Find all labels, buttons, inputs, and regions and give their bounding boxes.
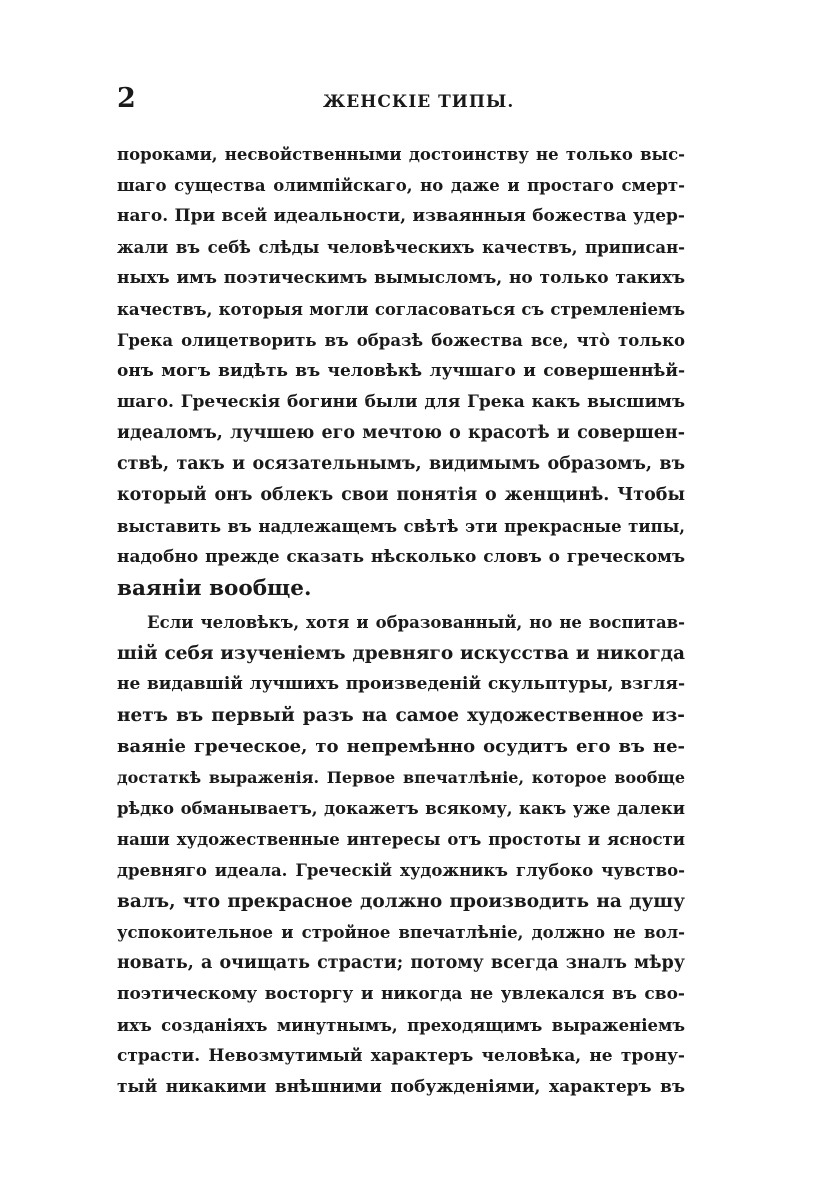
text-line: поэтическому восторгу и никогда не увлекался въ сво- [117,984,685,1004]
paragraph [117,139,685,604]
text-line: нетъ въ первый разъ на самое художественное из- [117,705,685,726]
text-line: ваяніи вообще. [117,576,312,601]
text-line: ихъ созданіяхъ минутнымъ, преходящимъ выраженіемъ [117,1016,685,1035]
page-header [117,84,685,118]
text-line: ствѣ, такъ и осязательнымъ, видимымъ образомъ, въ [117,454,685,474]
text-line: древняго идеала. Греческій художникъ глубоко чувство- [117,861,685,880]
text-line: пороками, несвойственными достоинству не только выс- [117,145,685,164]
text-line: валъ, что прекрасное должно производить на душу [117,891,685,912]
text-line: Если человѣкъ, хотя и образованный, но не воспитав- [147,613,685,632]
text-line: выставить въ надлежащемъ свѣтѣ эти прекрасные типы, [117,517,685,536]
running-title: ЖЕНСКІЕ ТИПЫ. [323,92,515,112]
text-line: Грека олицетворить въ образѣ божества все, что̀ только [117,331,685,350]
text-line: идеаломъ, лучшею его мечтою о красотѣ и совершен- [117,423,685,443]
text-line: качествъ, которыя могли согласоваться съ стремленіемъ [117,300,685,319]
text-line: шаго. Греческія богини были для Грека какъ высшимъ [117,392,685,412]
text-line: онъ могъ видѣть въ человѣкѣ лучшаго и совершеннѣй- [117,361,685,381]
text-line: надобно прежде сказать нѣсколько словъ о греческомъ [117,547,685,567]
text-line: страсти. Невозмутимый характеръ человѣка, не трону- [117,1046,685,1066]
paragraph [117,607,685,1103]
body-text [117,139,685,1103]
text-line: который онъ облекъ свои понятія о женщинѣ. Чтобы [117,485,685,505]
text-line: шій себя изученіемъ древняго искусства и никогда [117,643,685,664]
text-line: наши художественные интересы отъ простоты и ясности [117,830,685,849]
text-line: не видавшій лучшихъ произведеній скульптуры, взгля- [117,674,685,694]
page-number: 2 [117,83,136,114]
text-line: достаткѣ выраженія. Первое впечатлѣніе, которое вообще [117,768,685,787]
text-line: тый никакими внѣшними побужденіями, характеръ въ [117,1077,685,1097]
text-line: рѣдко обманываетъ, докажетъ всякому, какъ уже далеки [117,799,685,818]
text-line: успокоительное и стройное впечатлѣніе, должно не вол- [117,923,685,942]
text-line: наго. При всей идеальности, изваянныя божества удер- [117,206,685,226]
text-line: ныхъ имъ поэтическимъ вымысломъ, но только такихъ [117,268,685,288]
text-line: жали въ себѣ слѣды человѣческихъ качествъ, приписан- [117,238,685,257]
text-line: шаго существа олимпійскаго, но даже и простаго смерт- [117,176,685,195]
text-line: новать, а очищать страсти; потому всегда зналъ мѣру [117,953,685,973]
text-line: ваяніе греческое, то непремѣнно осудитъ его въ не- [117,736,685,757]
